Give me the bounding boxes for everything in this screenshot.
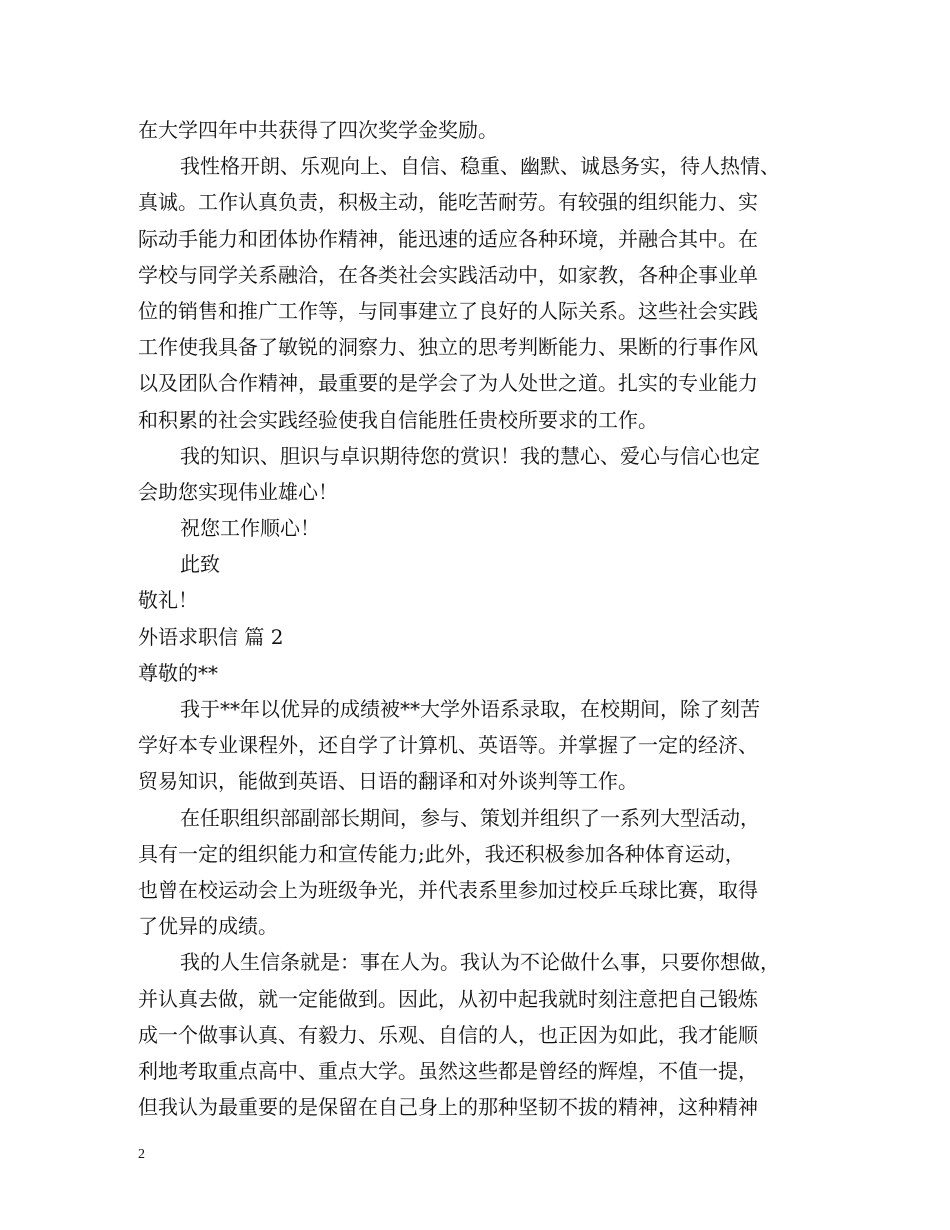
paragraph-line: 也曾在校运动会上为班级争光，并代表系里参加过校乒乓球比赛，取得	[138, 877, 758, 902]
paragraph-line: 我的知识、胆识与卓识期待您的赏识！我的慧心、爱心与信心也定	[180, 443, 760, 468]
paragraph-line: 我于**年以优异的成绩被**大学外语系录取，在校期间，除了刻苦	[180, 697, 760, 721]
paragraph-line: 具有一定的组织能力和宣传能力;此外，我还积极参加各种体育运动，	[138, 841, 745, 866]
paragraph-line: 工作使我具备了敏锐的洞察力、独立的思考判断能力、果断的行事作风	[138, 335, 758, 360]
paragraph-line: 会助您实现伟业雄心！	[138, 479, 338, 504]
closing-salutation: 此致	[180, 552, 220, 577]
paragraph-line: 位的销售和推广工作等，与同事建立了良好的人际关系。这些社会实践	[138, 298, 758, 323]
paragraph-line: 我的人生信条就是：事在人为。我认为不论做什么事，只要你想做，	[180, 950, 780, 975]
closing-wish: 祝您工作顺心！	[180, 516, 320, 541]
paragraph-line: 了优异的成绩。	[138, 914, 278, 939]
paragraph-line: 和积累的社会实践经验使我自信能胜任贵校所要求的工作。	[138, 407, 658, 432]
paragraph-line: 以及团队合作精神，最重要的是学会了为人处世之道。扎实的专业能力	[138, 371, 758, 396]
paragraph-line: 并认真去做，就一定能做到。因此，从初中起我就时刻注意把自己锻炼	[138, 986, 758, 1011]
paragraph-line: 在任职组织部副部长期间，参与、策划并组织了一系列大型活动，	[180, 805, 760, 830]
greeting: 尊敬的**	[138, 660, 218, 685]
paragraph-line: 利地考取重点高中、重点大学。虽然这些都是曾经的辉煌，不值一提，	[138, 1058, 758, 1083]
paragraph-line: 成一个做事认真、有毅力、乐观、自信的人，也正因为如此，我才能顺	[138, 1022, 758, 1047]
paragraph-line: 贸易知识，能做到英语、日语的翻译和对外谈判等工作。	[138, 769, 638, 794]
paragraph-line: 学好本专业课程外，还自学了计算机、英语等。并掌握了一定的经济、	[138, 733, 758, 758]
paragraph-line: 我性格开朗、乐观向上、自信、稳重、幽默、诚恳务实，待人热情、	[180, 154, 780, 179]
paragraph-line: 但我认为最重要的是保留在自己身上的那种坚韧不拔的精神，这种精神	[138, 1095, 758, 1120]
section-title: 外语求职信 篇 2	[138, 624, 284, 649]
closing-respect: 敬礼！	[138, 588, 198, 613]
paragraph-line: 学校与同学关系融洽，在各类社会实践活动中，如家教，各种企事业单	[138, 262, 758, 287]
paragraph-line: 真诚。工作认真负责，积极主动，能吃苦耐劳。有较强的组织能力、实	[138, 190, 758, 215]
document-body	[138, 112, 828, 1125]
paragraph-line: 在大学四年中共获得了四次奖学金奖励。	[138, 118, 498, 142]
page-number: 2	[138, 1147, 145, 1162]
paragraph-line: 际动手能力和团体协作精神，能迅速的适应各种环境，并融合其中。在	[138, 226, 758, 251]
